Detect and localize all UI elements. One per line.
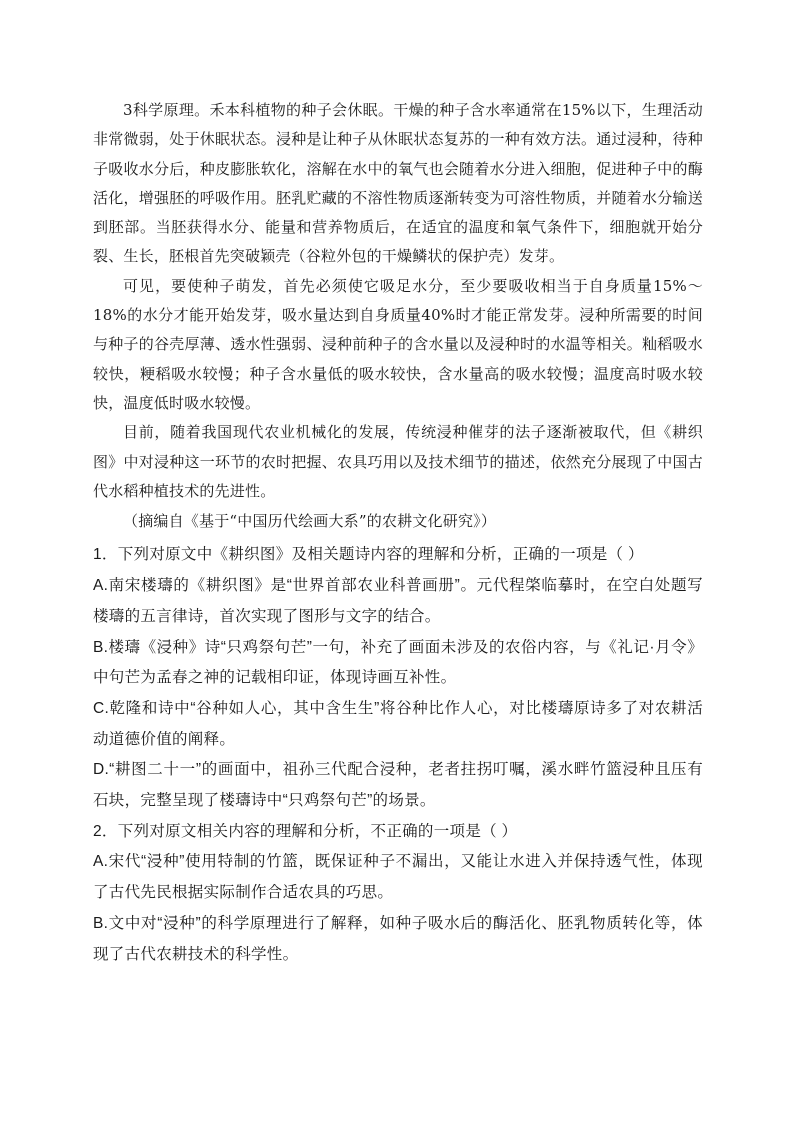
question-1-stem: 1．下列对原文中《耕织图》及相关题诗内容的理解和分析，正确的一项是（ ） xyxy=(93,546,644,564)
passage-source-note: （摘编自《基于“中国历代绘画大系”的农耕文化研究》） xyxy=(123,512,497,531)
question-list xyxy=(93,540,703,970)
question-2-option-a: A.宋代“浸种”使用特制的竹篮，既保证种子不漏出，又能让水进入并保持透气性，体现了古代先民根据实际制作合适农具的巧思。 xyxy=(93,853,703,902)
question-1-option-a: A.南宋楼璹的《耕织图》是“世界首部农业科普画册”。元代程棨临摹时，在空白处题写楼璹的五言律诗，首次实现了图形与文字的结合。 xyxy=(93,577,703,625)
question-1-option-d: D.“耕图二十一”的画面中，祖孙三代配合浸种，老者拄拐叮嘱，溪水畔竹篮浸种且压有石块，完整呈现了楼璹诗中“只鸡祭句芒”的场景。 xyxy=(93,761,703,810)
question-1-option-c: C.乾隆和诗中“谷种如人心，其中含生生”将谷种比作人心，对比楼璹原诗多了对农耕活动道德价值的阐释。 xyxy=(93,699,703,748)
question-1-option-b: B.楼璹《浸种》诗“只鸡祭句芒”一句，补充了画面未涉及的农俗内容，与《礼记·月令》中句芒为孟春之神的记载相印证，体现诗画互补性。 xyxy=(93,638,703,687)
question-2-stem: 2．下列对原文相关内容的理解和分析，不正确的一项是（ ） xyxy=(93,822,518,840)
question-2-option-b: B.文中对“浸种”的科学原理进行了解释，如种子吸水后的酶活化、胚乳物质转化等，体现了古代农耕技术的科学性。 xyxy=(93,914,703,963)
passage-paragraph-principle: 3科学原理。禾本科植物的种子会休眠。干燥的种子含水率通常在15%以下，生理活动非常微弱，处于休眠状态。浸种是让种子从休眠状态复苏的一种有效方法。通过浸种，待种子吸收水分后，种皮膨胀软化，溶解在水中的氧气也会随着水分进入细胞，促进种子中的酶活化，增强胚的呼吸作用。胚乳贮藏的不溶性物质逐渐转变为可溶性物质，并随着水分输送到胚部。当胚获得水分、能量和营养物质后，在适宜的温度和氧气条件下，细胞就开始分裂、生长，胚根首先突破颖壳（谷粒外包的干燥鳞状的保护壳）发芽。 xyxy=(93,101,703,266)
document-page xyxy=(93,96,703,970)
passage-paragraph-conclusion: 目前，随着我国现代农业机械化的发展，传统浸种催芽的法子逐渐被取代，但《耕织图》中对浸种这一环节的农时把握、农具巧用以及技术细节的描述，依然充分展现了中国古代水稻种植技术的先进性。 xyxy=(93,423,703,500)
passage xyxy=(93,96,703,536)
passage-paragraph-germination: 可见，要使种子萌发，首先必须使它吸足水分，至少要吸收相当于自身质量15%～18%的水分才能开始发芽，吸水量达到自身质量40%时才能正常发芽。浸种所需要的时间与种子的谷壳厚薄、透水性强弱、浸种前种子的含水量以及浸种时的水温等相关。籼稻吸水较快，粳稻吸水较慢；种子含水量低的吸水较快，含水量高的吸水较慢；温度高时吸水较快，温度低时吸水较慢。 xyxy=(93,276,703,412)
